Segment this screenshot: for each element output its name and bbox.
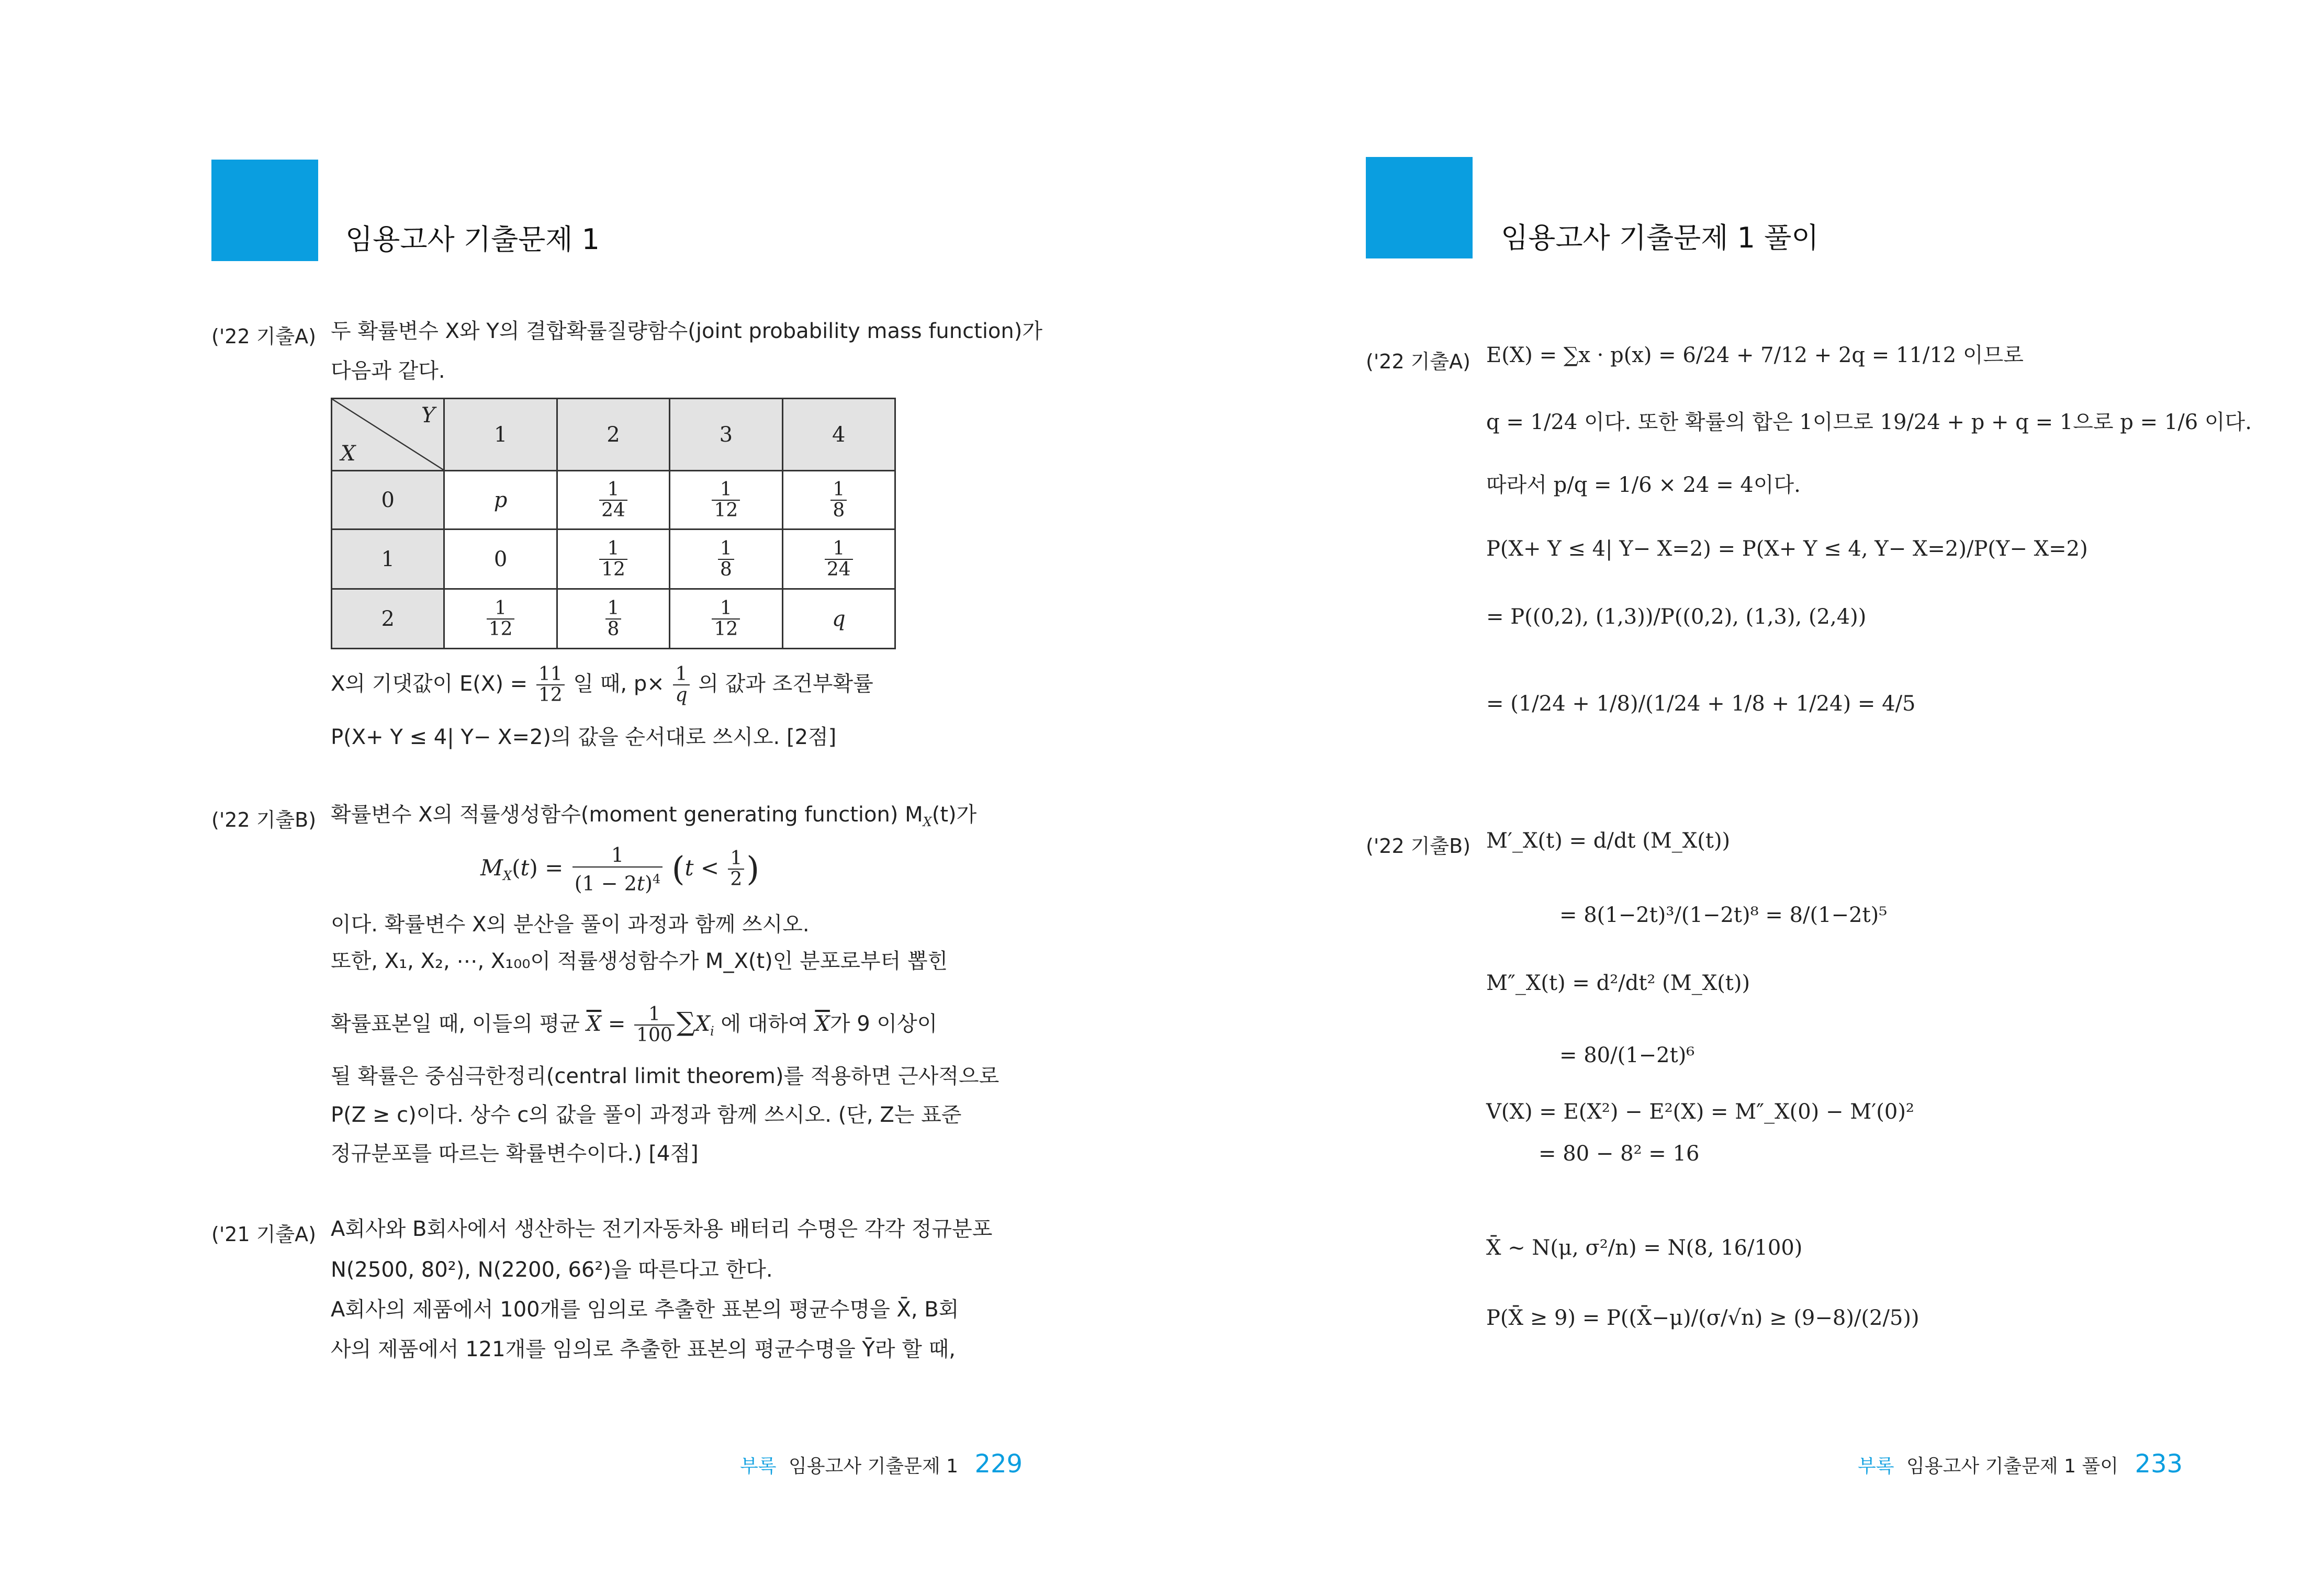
problem-text: 확률변수 X의 적률생성함수(moment generating function) $M_X(t)$가 <box>331 803 977 829</box>
page-number: 229 <box>974 1449 1023 1479</box>
section-marker <box>211 160 318 261</box>
table-cell: 0 <box>444 530 557 589</box>
table-corner <box>332 399 444 471</box>
solution-line: P(X+ Y ≤ 4| Y− X=2) = P(X+ Y ≤ 4, Y− X=2)/P(Y− X=2) <box>1486 537 2088 561</box>
problem-question: X의 기댓값이 E(X) = $\frac{11}{12}$ 일 때, p× $\frac{1}{q}$ 의 값과 조건부확률 <box>331 663 873 706</box>
page-number: 233 <box>2135 1449 2183 1479</box>
problem-text: 다음과 같다. <box>331 359 445 383</box>
problem-text: 이다. 확률변수 X의 분산을 풀이 과정과 함께 쓰시오. <box>331 913 810 937</box>
right-page <box>1162 0 2323 1588</box>
table-cell: p <box>444 471 557 530</box>
row-header: 1 <box>332 530 444 589</box>
table-cell: $\frac{1}{8}$ <box>670 530 782 589</box>
page-footer <box>740 1449 1023 1479</box>
solution-label: ('22 기출B) <box>1366 835 1471 858</box>
problem-text: N(2500, 80²), N(2200, 66²)을 따른다고 한다. <box>331 1258 773 1282</box>
problem-text: 확률표본일 때, 이들의 평균 $\overline{X}$ = $\frac{1}{100}$ $\sum X_i$ 에 대하여 $\overline{X}$가 9 이상이 <box>331 1004 938 1046</box>
solution-line: M″_X(t) = d²/dt² (M_X(t)) <box>1486 971 1750 995</box>
section-marker <box>1366 157 1473 258</box>
solution-line: = 80/(1−2t)⁶ <box>1559 1043 1695 1067</box>
col-header: 3 <box>670 399 782 471</box>
row-header: 0 <box>332 471 444 530</box>
problem-text: 또한, X₁, X₂, ⋯, X₁₀₀이 적률생성함수가 M_X(t)인 분포로부터 뽑힌 <box>331 949 948 973</box>
solution-line: = 8(1−2t)³/(1−2t)⁸ = 8/(1−2t)⁵ <box>1559 903 1888 927</box>
solution-line: q = 1/24 이다. 또한 확률의 합은 1이므로 19/24 + p + q = 1으로 p = 1/6 이다. <box>1486 410 2252 434</box>
table-cell: $\frac{1}{12}$ <box>670 589 782 649</box>
table-cell: $\frac{1}{12}$ <box>557 530 669 589</box>
problem-text: P(Z ≥ c)이다. 상수 c의 값을 풀이 과정과 함께 쓰시오. (단, Z는 표준 <box>331 1103 962 1127</box>
solution-line: = (1/24 + 1/8)/(1/24 + 1/8 + 1/24) = 4/5 <box>1486 692 1916 716</box>
solution-line: = P((0,2), (1,3))/P((0,2), (1,3), (2,4)) <box>1486 605 1867 629</box>
problem-text: 사의 제품에서 121개를 임의로 추출한 표본의 평균수명을 Ȳ라 할 때, <box>331 1337 956 1361</box>
col-header: 1 <box>444 399 557 471</box>
solution-line: = 80 − 8² = 16 <box>1539 1142 1700 1166</box>
solution-line: X̄ ~ N(μ, σ²/n) = N(8, 16/100) <box>1486 1236 1803 1260</box>
table-cell: $\frac{1}{8}$ <box>782 471 895 530</box>
problem-text: 정규분포를 따르는 확률변수이다.) [4점] <box>331 1142 699 1166</box>
table-cell: q <box>782 589 895 649</box>
table-cell: $\frac{1}{8}$ <box>557 589 669 649</box>
table-cell: $\frac{1}{12}$ <box>670 471 782 530</box>
page-footer <box>1858 1449 2183 1479</box>
solution-label: ('22 기출A) <box>1366 350 1470 373</box>
footer-section: 부록 <box>1858 1456 1894 1477</box>
page-title: 임용고사 기출문제 1 풀이 <box>1501 221 1819 254</box>
table-cell: $\frac{1}{24}$ <box>782 530 895 589</box>
solution-line: E(X) = ∑x · p(x) = 6/24 + 7/12 + 2q = 11/12 이므로 <box>1486 343 2024 367</box>
solution-line: V(X) = E(X²) − E²(X) = M″_X(0) − M′(0)² <box>1486 1100 1914 1124</box>
problem-text: A회사의 제품에서 100개를 임의로 추출한 표본의 평균수명을 X̄, B회 <box>331 1298 959 1322</box>
solution-line: M′_X(t) = d/dt (M_X(t)) <box>1486 829 1731 853</box>
joint-pmf-table <box>331 398 896 649</box>
solution-line: P(X̄ ≥ 9) = P((X̄−μ)/(σ/√n) ≥ (9−8)/(2/5)) <box>1486 1306 1919 1330</box>
col-header: 4 <box>782 399 895 471</box>
corner-y: Y <box>421 403 435 427</box>
corner-x: X <box>341 442 356 466</box>
problem-label: ('22 기출B) <box>211 808 317 831</box>
table-cell: $\frac{1}{12}$ <box>444 589 557 649</box>
problem-label: ('21 기출A) <box>211 1223 316 1246</box>
col-header: 2 <box>557 399 669 471</box>
mgf-formula: $M_X(t)$ = $\frac{1}{(1 - 2t)^4}$ (t < $\frac{1}{2}$ ) <box>480 843 760 895</box>
problem-text: 될 확률은 중심극한정리(central limit theorem)를 적용하면 근사적으로 <box>331 1064 1000 1088</box>
footer-title: 임용고사 기출문제 1 풀이 <box>1906 1456 2119 1477</box>
footer-title: 임용고사 기출문제 1 <box>789 1456 959 1477</box>
row-header: 2 <box>332 589 444 649</box>
problem-text: 두 확률변수 X와 Y의 결합확률질량함수(joint probability mass function)가 <box>331 319 1042 343</box>
page-title: 임용고사 기출문제 1 <box>345 223 600 256</box>
problem-text: A회사와 B회사에서 생산하는 전기자동차용 배터리 수명은 각각 정규분포 <box>331 1217 993 1241</box>
footer-section: 부록 <box>740 1456 777 1477</box>
solution-line: 따라서 p/q = 1/6 × 24 = 4이다. <box>1486 473 1801 497</box>
problem-label: ('22 기출A) <box>211 325 316 348</box>
table-cell: $\frac{1}{24}$ <box>557 471 669 530</box>
problem-question: P(X+ Y ≤ 4| Y− X=2)의 값을 순서대로 쓰시오. [2점] <box>331 725 837 749</box>
